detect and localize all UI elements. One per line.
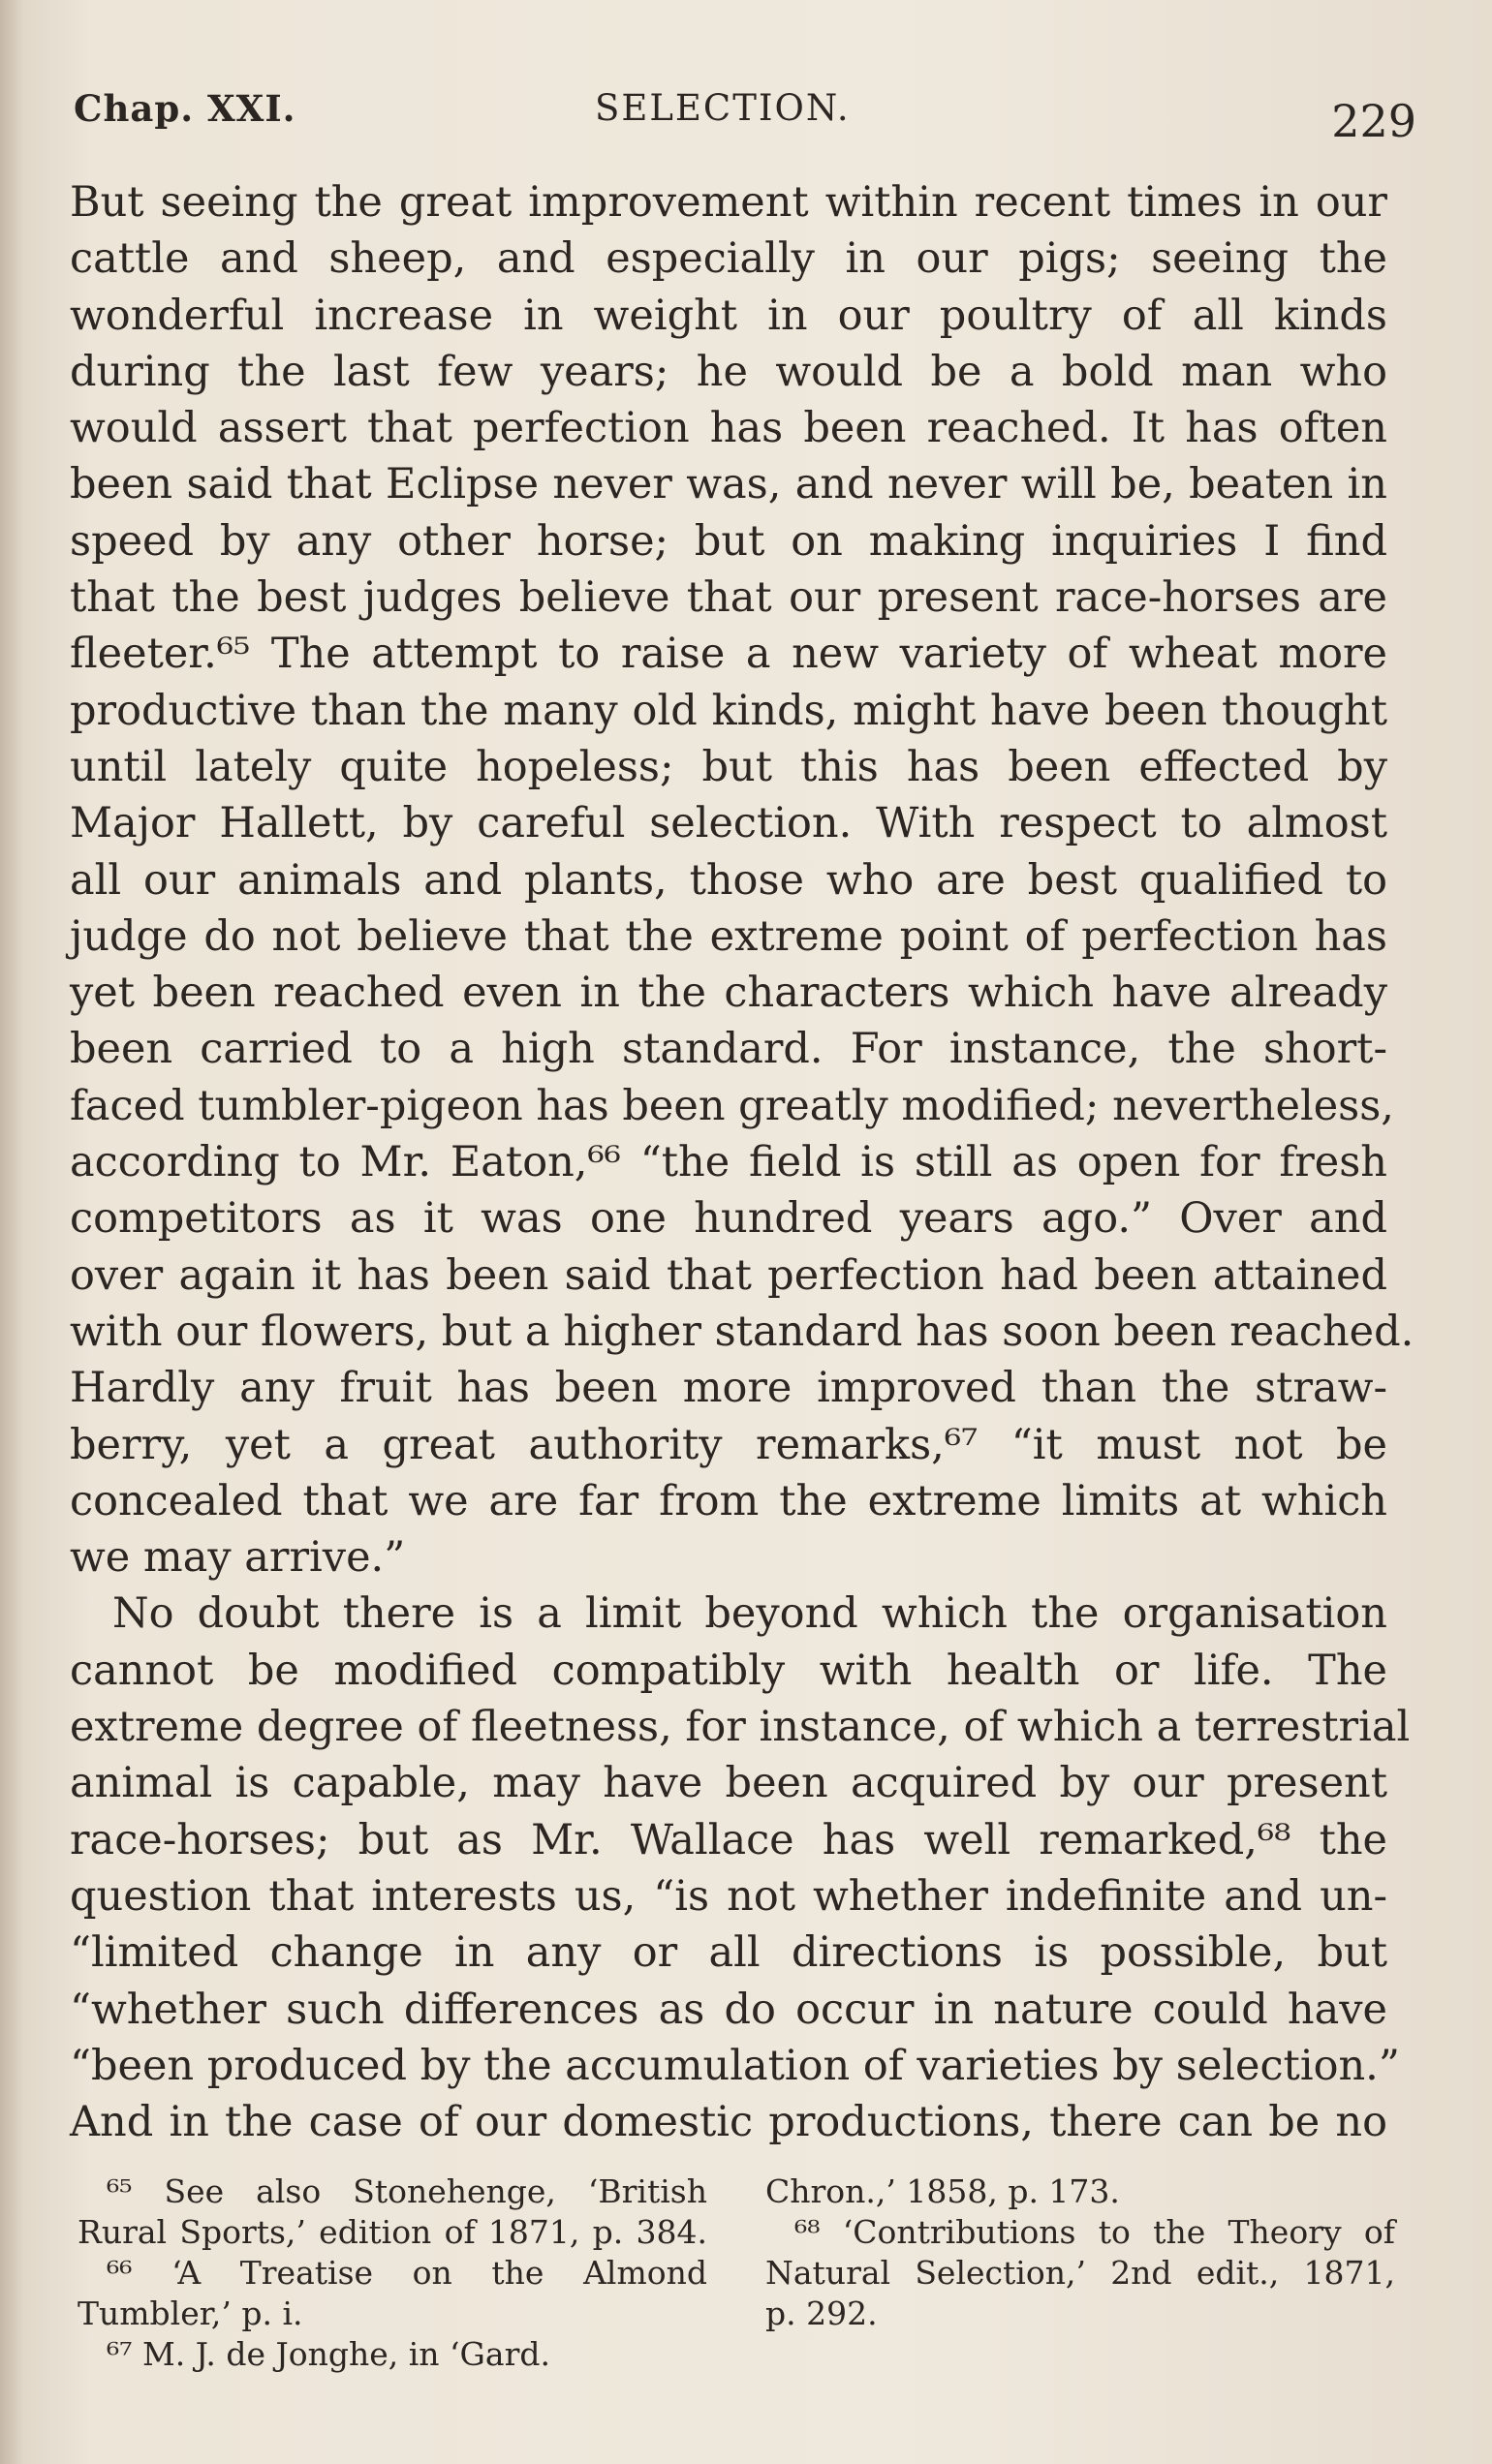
text-line: question that interests us, “is not whether indefinite and un- (70, 1871, 1387, 1921)
text-line: with our flowers, but a higher standard has soon been reached. (70, 1307, 1414, 1356)
footnote-line: ⁶⁵ See also Stonehenge, ‘British (107, 2172, 707, 2210)
text-line: been carried to a high standard. For instance, the short- (70, 1025, 1387, 1074)
text-line: concealed that we are far from the extreme limits at which (70, 1476, 1387, 1525)
paragraph-end-line: we may arrive.” (70, 1533, 406, 1583)
text-line: And in the case of our domestic productions, there can be no (70, 2098, 1387, 2147)
page-number: 229 (1331, 95, 1416, 147)
text-line: berry, yet a great authority remarks,⁶⁷ “it must not be (70, 1420, 1387, 1469)
text-line: competitors as it was one hundred years ago.” Over and (70, 1194, 1387, 1244)
text-line: speed by any other horse; but on making inquiries I find (70, 516, 1387, 566)
text-line: would assert that perfection has been reached. It has often (70, 404, 1387, 453)
text-line: fleeter.⁶⁵ The attempt to raise a new variety of wheat more (70, 630, 1387, 679)
footnotes-right-column (765, 2171, 1395, 2375)
footnote-line: Chron.,’ 1858, p. 173. (765, 2172, 1120, 2210)
text-line: extreme degree of fleetness, for instance, of which a terrestrial (70, 1703, 1411, 1752)
running-header (74, 79, 1430, 147)
text-line: productive than the many old kinds, might have been thought (70, 686, 1387, 735)
footnote-line: ⁶⁸ ‘Contributions to the Theory of (794, 2213, 1395, 2251)
text-line: “whether such differences as do occur in nature could have (70, 1985, 1387, 2034)
text-line: cattle and sheep, and especially in our pigs; seeing the (70, 234, 1387, 284)
text-line: been said that Eclipse never was, and never will be, beaten in (70, 460, 1387, 509)
text-line: “been produced by the accumulation of varieties by selection.” (70, 2041, 1400, 2090)
text-line: faced tumbler-pigeon has been greatly modified; nevertheless, (70, 1081, 1394, 1130)
text-line: cannot be modified compatibly with health or life. The (70, 1646, 1387, 1695)
footnote-line: Natural Selection,’ 2nd edit., 1871, (765, 2254, 1395, 2292)
text-line: judge do not believe that the extreme point of perfection has (70, 911, 1387, 961)
running-title: SELECTION. (595, 87, 851, 129)
body-text (70, 174, 1414, 2150)
text-line: race-horses; but as Mr. Wallace has well remarked,⁶⁸ the (70, 1815, 1387, 1864)
text-line: during the last few years; he would be a bold man who (70, 347, 1387, 396)
text-line: animal is capable, may have been acquired by our present (70, 1759, 1387, 1808)
text-line: yet been reached even in the characters which have already (70, 969, 1387, 1018)
page-edge-shadow (0, 0, 23, 2464)
footnote-line: Rural Sports,’ edition of 1871, p. 384. (78, 2213, 707, 2251)
text-line: until lately quite hopeless; but this has been effected by (70, 742, 1387, 791)
footnote-line: ⁶⁷ M. J. de Jonghe, in ‘Gard. (107, 2335, 550, 2373)
text-line: all our animals and plants, those who are best qualified to (70, 855, 1387, 905)
text-line: over again it has been said that perfection had been attained (70, 1250, 1387, 1300)
text-line: But seeing the great improvement within recent times in our (70, 178, 1387, 227)
footnote-line: ⁶⁶ ‘A Treatise on the Almond (107, 2254, 707, 2292)
paragraph-start-line: No doubt there is a limit beyond which the organisation (112, 1589, 1387, 1639)
text-line: wonderful increase in weight in our poultry of all kinds (70, 291, 1387, 340)
text-line: that the best judges believe that our present race-horses are (70, 573, 1387, 623)
footnotes (78, 2171, 1395, 2375)
footnote-line: p. 292. (765, 2295, 878, 2332)
chapter-label: Chap. XXI. (74, 87, 296, 130)
footnote-line: Tumbler,’ p. i. (78, 2295, 303, 2332)
text-line: Major Hallett, by careful selection. With respect to almost (70, 799, 1387, 848)
text-line: “limited change in any or all directions is possible, but (70, 1928, 1387, 1978)
text-line: according to Mr. Eaton,⁶⁶ “the field is still as open for fresh (70, 1138, 1387, 1187)
footnotes-left-column (78, 2171, 707, 2375)
text-line: Hardly any fruit has been more improved than the straw- (70, 1364, 1387, 1413)
